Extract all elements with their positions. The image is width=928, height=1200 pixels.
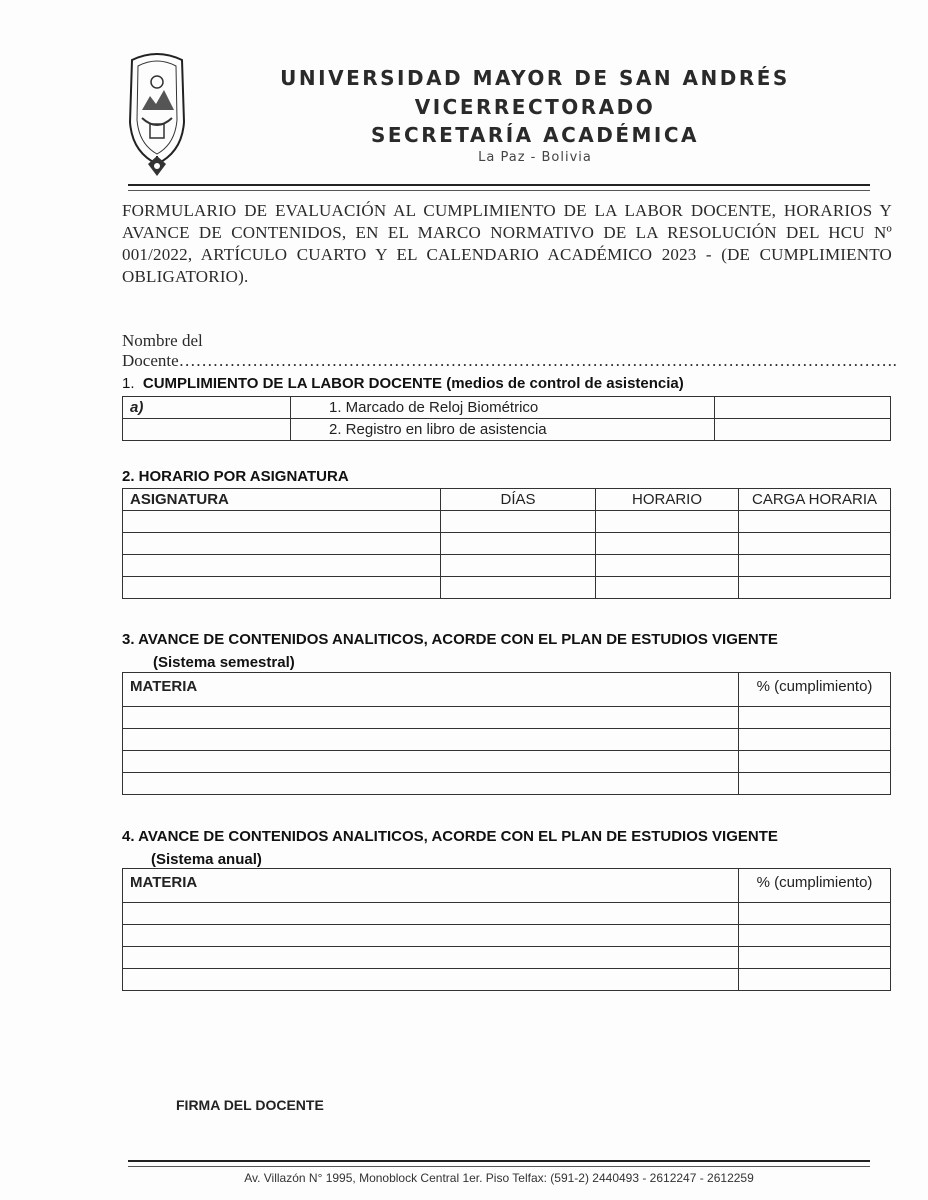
university-name: UNIVERSIDAD MAYOR DE SAN ANDRÉS — [280, 66, 790, 90]
table-row — [123, 707, 891, 729]
row-label: a) — [123, 397, 291, 419]
annual-progress-table — [122, 868, 891, 991]
table-cell[interactable] — [596, 533, 739, 555]
section1-title: CUMPLIMIENTO DE LA LABOR DOCENTE — [142, 375, 443, 392]
section1-heading — [122, 375, 684, 392]
col-dias: DÍAS — [441, 489, 596, 511]
empty-cell — [123, 419, 291, 441]
table-row — [123, 903, 891, 925]
table-cell[interactable] — [739, 969, 891, 991]
university-seal-logo — [122, 52, 192, 186]
table-cell[interactable] — [123, 751, 739, 773]
schedule-table — [122, 488, 891, 599]
table-cell[interactable] — [739, 511, 891, 533]
table-row — [123, 729, 891, 751]
table-row — [123, 947, 891, 969]
table-cell[interactable] — [596, 511, 739, 533]
table-cell[interactable] — [596, 555, 739, 577]
section1-subtitle: (medios de control de asistencia) — [446, 375, 684, 392]
table-cell[interactable] — [441, 555, 596, 577]
table-cell[interactable] — [739, 903, 891, 925]
table-cell[interactable] — [123, 729, 739, 751]
attendance-check-cell[interactable] — [715, 397, 891, 419]
table-cell[interactable] — [739, 533, 891, 555]
department-name: SECRETARÍA ACADÉMICA — [370, 123, 700, 147]
table-row — [123, 397, 891, 419]
table-row — [123, 555, 891, 577]
table-cell[interactable] — [441, 533, 596, 555]
col-materia: MATERIA — [123, 673, 739, 707]
table-cell[interactable] — [739, 729, 891, 751]
attendance-item-book: 2. Registro en libro de asistencia — [291, 419, 715, 441]
col-horario: HORARIO — [596, 489, 739, 511]
table-row — [123, 419, 891, 441]
footer-divider — [128, 1160, 870, 1167]
table-row — [123, 925, 891, 947]
table-cell[interactable] — [123, 969, 739, 991]
table-cell[interactable] — [739, 555, 891, 577]
col-cumplimiento: % (cumplimiento) — [739, 869, 891, 903]
table-cell[interactable] — [123, 577, 441, 599]
table-cell[interactable] — [739, 773, 891, 795]
table-cell[interactable] — [441, 511, 596, 533]
section4-heading: 4. AVANCE DE CONTENIDOS ANALITICOS, ACORDE CON EL PLAN DE ESTUDIOS VIGENTE — [122, 828, 778, 845]
table-cell[interactable] — [739, 947, 891, 969]
col-materia: MATERIA — [123, 869, 739, 903]
col-carga-horaria: CARGA HORARIA — [739, 489, 891, 511]
teacher-name-field[interactable]: Nombre del Docente………………………………………………………………………………………………………………. — [122, 331, 897, 370]
table-row — [123, 511, 891, 533]
table-cell[interactable] — [596, 577, 739, 599]
table-cell[interactable] — [123, 555, 441, 577]
table-cell[interactable] — [123, 533, 441, 555]
attendance-table — [122, 396, 891, 441]
table-row — [123, 773, 891, 795]
table-cell[interactable] — [739, 751, 891, 773]
location-text: La Paz - Bolivia — [478, 150, 592, 165]
section3-heading: 3. AVANCE DE CONTENIDOS ANALITICOS, ACORDE CON EL PLAN DE ESTUDIOS VIGENTE — [122, 631, 778, 648]
form-intro: FORMULARIO DE EVALUACIÓN AL CUMPLIMIENTO DE LA LABOR DOCENTE, HORARIOS Y AVANCE DE CONTENIDOS, EN EL MARCO NORMATIVO DE LA RESOLUCIÓN DEL HCU Nº 001/2022, ARTÍCULO CUARTO Y EL CALENDARIO ACADÉMICO 2023 - (DE CUMPLIMIENTO OBLIGATORIO). — [122, 201, 892, 286]
table-cell[interactable] — [123, 773, 739, 795]
attendance-check-cell[interactable] — [715, 419, 891, 441]
signature-label: FIRMA DEL DOCENTE — [176, 1097, 324, 1113]
semester-progress-table — [122, 672, 891, 795]
table-row — [123, 533, 891, 555]
table-cell[interactable] — [123, 511, 441, 533]
table-row — [123, 969, 891, 991]
table-cell[interactable] — [441, 577, 596, 599]
table-cell[interactable] — [123, 947, 739, 969]
col-asignatura: ASIGNATURA — [123, 489, 441, 511]
table-row — [123, 751, 891, 773]
table-cell[interactable] — [123, 925, 739, 947]
footer-address: Av. Villazón N° 1995, Monoblock Central 1er. Piso Telfax: (591-2) 2440493 - 2612247 - 2612259 — [244, 1171, 754, 1185]
table-cell[interactable] — [739, 925, 891, 947]
section2-heading: 2. HORARIO POR ASIGNATURA — [122, 468, 349, 485]
header-divider — [128, 184, 870, 191]
section3-subtitle: (Sistema semestral) — [153, 654, 295, 671]
table-header-row — [123, 869, 891, 903]
table-cell[interactable] — [739, 707, 891, 729]
office-name: VICERRECTORADO — [414, 95, 656, 119]
table-header-row — [123, 673, 891, 707]
col-cumplimiento: % (cumplimiento) — [739, 673, 891, 707]
table-cell[interactable] — [739, 577, 891, 599]
table-cell[interactable] — [123, 707, 739, 729]
section1-number: 1. — [122, 375, 135, 392]
table-header-row — [123, 489, 891, 511]
table-cell[interactable] — [123, 903, 739, 925]
section4-subtitle: (Sistema anual) — [151, 851, 262, 868]
attendance-item-biometric: 1. Marcado de Reloj Biométrico — [291, 397, 715, 419]
table-row — [123, 577, 891, 599]
